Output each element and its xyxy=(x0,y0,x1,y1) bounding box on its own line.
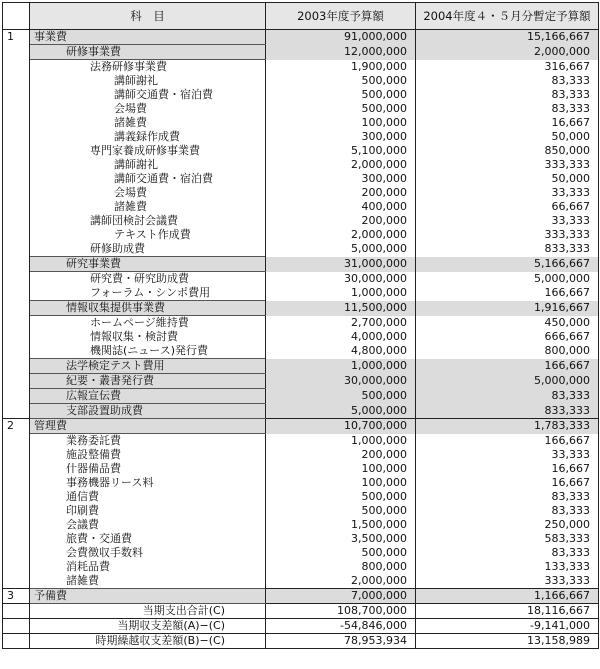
row-2004-amount: 5,166,667 xyxy=(416,257,599,272)
total-index-cell xyxy=(3,634,30,649)
row-2004-amount: 333,333 xyxy=(416,158,599,172)
total-label: 当期支出合計(C) xyxy=(30,604,266,619)
header-2003-budget: 2003年度予算額 xyxy=(266,3,416,30)
row-item-label: 印刷費 xyxy=(66,504,99,517)
row-item-label: 広報宣伝費 xyxy=(30,389,266,404)
row-item-label: 講師団検討会議費 xyxy=(90,214,178,227)
row-2003-amount: 200,000 xyxy=(266,448,416,462)
row-2003-amount: 500,000 xyxy=(266,504,416,518)
row-item-label: 支部設置助成費 xyxy=(30,404,266,419)
row-2004-amount: 833,333 xyxy=(416,404,599,419)
row-index xyxy=(3,144,30,158)
total-2004-amount: -9,141,000 xyxy=(416,619,599,634)
row-2003-amount: 1,000,000 xyxy=(266,434,416,449)
row-index xyxy=(3,462,30,476)
row-index xyxy=(3,158,30,172)
row-2003-amount: 5,000,000 xyxy=(266,242,416,257)
row-item-label: 予備費 xyxy=(30,589,266,604)
row-2003-amount: 1,500,000 xyxy=(266,518,416,532)
row-2003-amount: 12,000,000 xyxy=(266,45,416,60)
row-2004-amount: 5,000,000 xyxy=(416,272,599,287)
table-row xyxy=(3,172,599,186)
table-row xyxy=(3,74,599,88)
row-2004-amount: 33,333 xyxy=(416,214,599,228)
table-row xyxy=(3,462,599,476)
row-index xyxy=(3,574,30,589)
row-item-label: 情報収集・検討費 xyxy=(90,330,178,343)
row-item-label: 業務委託費 xyxy=(66,434,121,447)
table-row xyxy=(3,560,599,574)
row-2004-amount: 83,333 xyxy=(416,546,599,560)
table-row xyxy=(3,389,599,404)
table-row xyxy=(3,316,599,331)
table-row xyxy=(3,448,599,462)
row-item-label: 諸雑費 xyxy=(66,574,99,587)
row-index xyxy=(3,186,30,200)
row-2003-amount: 91,000,000 xyxy=(266,30,416,45)
row-2003-amount: 5,100,000 xyxy=(266,144,416,158)
row-2004-amount: 83,333 xyxy=(416,88,599,102)
row-2004-amount: 50,000 xyxy=(416,172,599,186)
row-2003-amount: 100,000 xyxy=(266,476,416,490)
row-item-label: 施設整備費 xyxy=(66,448,121,461)
table-row xyxy=(3,490,599,504)
table-row xyxy=(3,330,599,344)
row-item-label: 会議費 xyxy=(66,518,99,531)
row-index xyxy=(3,490,30,504)
row-index xyxy=(3,102,30,116)
row-2003-amount: 7,000,000 xyxy=(266,589,416,604)
row-2003-amount: 800,000 xyxy=(266,560,416,574)
row-2004-amount: 83,333 xyxy=(416,389,599,404)
header-index-cell xyxy=(3,3,30,30)
row-index xyxy=(3,301,30,316)
row-2004-amount: 333,333 xyxy=(416,228,599,242)
row-index xyxy=(3,257,30,272)
row-2003-amount: 500,000 xyxy=(266,102,416,116)
row-2003-amount: 10,700,000 xyxy=(266,419,416,434)
row-2003-amount: 4,000,000 xyxy=(266,330,416,344)
row-2003-amount: 30,000,000 xyxy=(266,374,416,389)
table-row xyxy=(3,200,599,214)
row-2004-amount: 83,333 xyxy=(416,490,599,504)
row-item-label: 旅費・交通費 xyxy=(66,532,132,545)
row-2003-amount: 4,800,000 xyxy=(266,344,416,359)
table-row xyxy=(3,301,599,316)
row-index xyxy=(3,504,30,518)
row-index xyxy=(3,476,30,490)
row-index xyxy=(3,330,30,344)
table-row xyxy=(3,116,599,130)
row-2004-amount: 33,333 xyxy=(416,448,599,462)
row-item-label: ホームページ維持費 xyxy=(90,316,189,329)
row-2004-amount: 83,333 xyxy=(416,74,599,88)
row-item-label: 諸雑費 xyxy=(114,200,147,213)
row-2003-amount: 11,500,000 xyxy=(266,301,416,316)
table-row xyxy=(3,546,599,560)
table-row xyxy=(3,434,599,449)
row-item-label: 諸雑費 xyxy=(114,116,147,129)
row-item-label: 講師謝礼 xyxy=(114,74,158,87)
row-2004-amount: 1,783,333 xyxy=(416,419,599,434)
row-item-label: 研修事業費 xyxy=(30,45,266,60)
row-2004-amount: 316,667 xyxy=(416,60,599,75)
row-index xyxy=(3,172,30,186)
row-2004-amount: 33,333 xyxy=(416,186,599,200)
table-row xyxy=(3,504,599,518)
row-2003-amount: 500,000 xyxy=(266,389,416,404)
table-row xyxy=(3,242,599,257)
row-index xyxy=(3,404,30,419)
header-item: 科 目 xyxy=(30,3,266,30)
row-2003-amount: 2,000,000 xyxy=(266,574,416,589)
table-row xyxy=(3,60,599,75)
total-row xyxy=(3,619,599,634)
row-2003-amount: 3,500,000 xyxy=(266,532,416,546)
table-row xyxy=(3,130,599,144)
total-2003-amount: 78,953,934 xyxy=(266,634,416,649)
row-item-label: 研究費・研究助成費 xyxy=(90,272,189,285)
header-2004-provisional-budget: 2004年度４・５月分暫定予算額 xyxy=(416,3,599,30)
total-2003-amount: -54,846,000 xyxy=(266,619,416,634)
row-2004-amount: 166,667 xyxy=(416,359,599,374)
row-index xyxy=(3,359,30,374)
total-index-cell xyxy=(3,604,30,619)
table-row xyxy=(3,214,599,228)
table-row xyxy=(3,589,599,604)
row-item-label: 管理費 xyxy=(30,419,266,434)
row-2004-amount: 66,667 xyxy=(416,200,599,214)
row-index xyxy=(3,344,30,359)
table-row xyxy=(3,158,599,172)
row-item-label: 講師謝礼 xyxy=(114,158,158,171)
row-2004-amount: 166,667 xyxy=(416,434,599,449)
row-item-label: 講義録作成費 xyxy=(114,130,180,143)
row-item-label: 事業費 xyxy=(30,30,266,45)
row-index xyxy=(3,560,30,574)
total-label: 時期繰越収支差額(B)−(C) xyxy=(30,634,266,649)
row-2003-amount: 300,000 xyxy=(266,172,416,186)
row-2004-amount: 16,667 xyxy=(416,462,599,476)
row-2004-amount: 583,333 xyxy=(416,532,599,546)
budget-table xyxy=(2,2,599,649)
row-item-label: 事務機器リース料 xyxy=(66,476,154,489)
row-2004-amount: 450,000 xyxy=(416,316,599,331)
table-row xyxy=(3,404,599,419)
row-2004-amount: 15,166,667 xyxy=(416,30,599,45)
row-index xyxy=(3,60,30,75)
table-row xyxy=(3,144,599,158)
row-index xyxy=(3,74,30,88)
table-row xyxy=(3,88,599,102)
row-index xyxy=(3,242,30,257)
row-index xyxy=(3,286,30,301)
row-2003-amount: 500,000 xyxy=(266,490,416,504)
row-2004-amount: 166,667 xyxy=(416,286,599,301)
total-label: 当期収支差額(A)−(C) xyxy=(30,619,266,634)
total-2004-amount: 18,116,667 xyxy=(416,604,599,619)
row-index xyxy=(3,546,30,560)
table-row xyxy=(3,30,599,45)
total-2004-amount: 13,158,989 xyxy=(416,634,599,649)
table-row xyxy=(3,102,599,116)
row-item-label: テキスト作成費 xyxy=(114,228,191,241)
row-2003-amount: 500,000 xyxy=(266,88,416,102)
row-2004-amount: 16,667 xyxy=(416,116,599,130)
row-index: 1 xyxy=(3,30,30,45)
table-row xyxy=(3,186,599,200)
row-2004-amount: 850,000 xyxy=(416,144,599,158)
row-index xyxy=(3,518,30,532)
table-row xyxy=(3,257,599,272)
row-2004-amount: 83,333 xyxy=(416,102,599,116)
table-row xyxy=(3,359,599,374)
row-item-label: 講師交通費・宿泊費 xyxy=(114,172,213,185)
row-2003-amount: 2,000,000 xyxy=(266,228,416,242)
row-item-label: 通信費 xyxy=(66,490,99,503)
row-item-label: 研修助成費 xyxy=(90,242,145,255)
budget-table-wrapper xyxy=(2,2,598,649)
row-2004-amount: 666,667 xyxy=(416,330,599,344)
row-index xyxy=(3,389,30,404)
row-2003-amount: 100,000 xyxy=(266,462,416,476)
row-index xyxy=(3,214,30,228)
row-item-label: 会場費 xyxy=(114,186,147,199)
row-2003-amount: 100,000 xyxy=(266,116,416,130)
row-2003-amount: 1,000,000 xyxy=(266,286,416,301)
row-2004-amount: 2,000,000 xyxy=(416,45,599,60)
row-item-label: 什器備品費 xyxy=(66,462,121,475)
table-row xyxy=(3,272,599,287)
row-index xyxy=(3,374,30,389)
row-item-label: 講師交通費・宿泊費 xyxy=(114,88,213,101)
table-row xyxy=(3,518,599,532)
table-row xyxy=(3,286,599,301)
row-2004-amount: 16,667 xyxy=(416,476,599,490)
row-2003-amount: 30,000,000 xyxy=(266,272,416,287)
row-item-label: 紀要・叢書発行費 xyxy=(30,374,266,389)
row-item-label: 会費徴収手数料 xyxy=(66,546,143,559)
table-row xyxy=(3,419,599,434)
row-2003-amount: 200,000 xyxy=(266,214,416,228)
row-2003-amount: 300,000 xyxy=(266,130,416,144)
row-index xyxy=(3,448,30,462)
total-index-cell xyxy=(3,619,30,634)
row-2003-amount: 2,700,000 xyxy=(266,316,416,331)
row-2003-amount: 500,000 xyxy=(266,74,416,88)
row-item-label: 情報収集提供事業費 xyxy=(30,301,266,316)
total-row xyxy=(3,634,599,649)
row-index xyxy=(3,116,30,130)
row-2004-amount: 50,000 xyxy=(416,130,599,144)
row-index xyxy=(3,228,30,242)
table-row xyxy=(3,45,599,60)
table-row xyxy=(3,344,599,359)
table-row xyxy=(3,476,599,490)
row-index xyxy=(3,316,30,331)
row-2004-amount: 333,333 xyxy=(416,574,599,589)
row-2004-amount: 5,000,000 xyxy=(416,374,599,389)
row-item-label: 会場費 xyxy=(114,102,147,115)
row-2003-amount: 200,000 xyxy=(266,186,416,200)
row-2004-amount: 1,166,667 xyxy=(416,589,599,604)
row-item-label: 機関誌(ニュース)発行費 xyxy=(90,344,209,357)
row-2004-amount: 250,000 xyxy=(416,518,599,532)
row-item-label: 法学検定テスト費用 xyxy=(30,359,266,374)
table-row xyxy=(3,374,599,389)
row-index xyxy=(3,45,30,60)
row-2004-amount: 1,916,667 xyxy=(416,301,599,316)
row-2003-amount: 500,000 xyxy=(266,546,416,560)
table-row xyxy=(3,228,599,242)
row-2003-amount: 2,000,000 xyxy=(266,158,416,172)
row-2004-amount: 833,333 xyxy=(416,242,599,257)
row-index xyxy=(3,434,30,449)
row-2003-amount: 1,000,000 xyxy=(266,359,416,374)
row-item-label: 専門家養成研修事業費 xyxy=(90,144,200,157)
row-item-label: 法務研修事業費 xyxy=(90,60,167,73)
row-2003-amount: 400,000 xyxy=(266,200,416,214)
table-header xyxy=(3,3,599,30)
total-row xyxy=(3,604,599,619)
table-body xyxy=(3,30,599,649)
row-2003-amount: 31,000,000 xyxy=(266,257,416,272)
row-index: 2 xyxy=(3,419,30,434)
row-item-label: 消耗品費 xyxy=(66,560,110,573)
row-2004-amount: 133,333 xyxy=(416,560,599,574)
row-2003-amount: 1,900,000 xyxy=(266,60,416,75)
row-index xyxy=(3,200,30,214)
row-index xyxy=(3,130,30,144)
row-item-label: フォーラム・シンポ費用 xyxy=(90,286,211,299)
row-index: 3 xyxy=(3,589,30,604)
row-2004-amount: 83,333 xyxy=(416,504,599,518)
row-index xyxy=(3,532,30,546)
total-2003-amount: 108,700,000 xyxy=(266,604,416,619)
table-row xyxy=(3,532,599,546)
row-index xyxy=(3,272,30,287)
row-2004-amount: 800,000 xyxy=(416,344,599,359)
row-index xyxy=(3,88,30,102)
row-item-label: 研究事業費 xyxy=(30,257,266,272)
row-2003-amount: 5,000,000 xyxy=(266,404,416,419)
table-row xyxy=(3,574,599,589)
